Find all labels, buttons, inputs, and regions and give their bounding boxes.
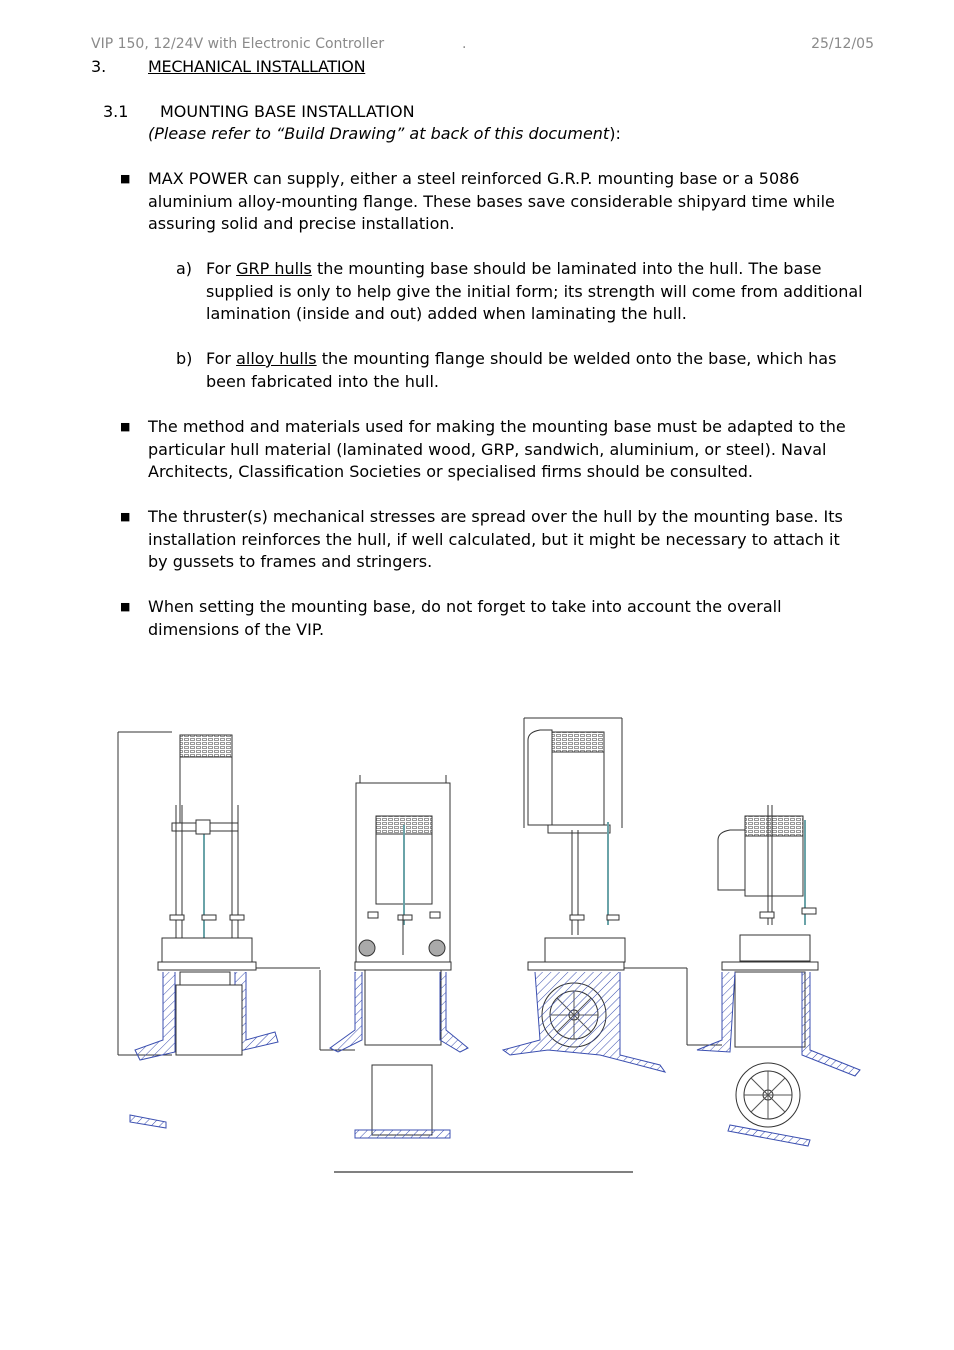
view-3-side-grp (503, 718, 687, 1072)
item-body: the mounting flange should be welded onto the base, which has been fabricated into the hull. (206, 349, 837, 391)
item-text (206, 348, 866, 393)
item-text (206, 258, 866, 326)
header-date: 25/12/05 (811, 36, 874, 52)
item-prefix: For (206, 349, 237, 368)
build-drawing-note (148, 124, 621, 143)
alloy-hulls-link: alloy hulls (236, 349, 317, 368)
header-document-title: VIP 150, 12/24V with Electronic Controller (91, 36, 385, 52)
header-dot: . (462, 36, 467, 52)
bullet-marker-icon: ■ (120, 600, 131, 613)
item-label: a) (176, 259, 193, 278)
subsection-title: MOUNTING BASE INSTALLATION (160, 102, 415, 121)
view-1-front-grp (118, 732, 320, 1128)
bullet-text: The thruster(s) mechanical stresses are spread over the hull by the mounting base. Its installation reinforces the hull, if well calculated, but it might be necessary to attach it by gussets to frames and stringers. (148, 507, 843, 571)
note-tail: ): (609, 124, 621, 143)
subsection-heading (103, 102, 415, 121)
item-prefix: For (206, 259, 237, 278)
bullet-marker-icon: ■ (120, 510, 131, 523)
subsection-number: 3.1 (103, 102, 129, 121)
bullet-marker-icon: ■ (120, 420, 131, 433)
section-heading (91, 57, 365, 76)
bullet-text: The method and materials used for making the mounting base must be adapted to the particular hull material (laminated wood, GRP, sandwich, aluminium, or steel). Naval Architects, Classification Societies or specialised firms should be consulted. (148, 417, 846, 481)
section-number: 3. (91, 57, 107, 76)
item-body: the mounting base should be laminated into the hull. The base supplied is only to help give the initial form; its strength will come from additional lamination (inside and out) added when laminating the hull. (206, 259, 863, 323)
section-title: MECHANICAL INSTALLATION (148, 57, 366, 76)
bullet-text: MAX POWER can supply, either a steel reinforced G.R.P. mounting base or a 5086 aluminium alloy-mounting flange. These bases save considerable shipyard time while assuring solid and precise installation. (148, 169, 835, 233)
bullet-text: When setting the mounting base, do not forget to take into account the overall dimensions of the VIP. (148, 597, 782, 639)
grp-hulls-link: GRP hulls (236, 259, 312, 278)
view-4-side-alloy (687, 805, 860, 1146)
item-label: b) (176, 349, 193, 368)
note-text: (Please refer to “Build Drawing” at back of this document (148, 124, 610, 143)
thruster-installation-drawing (100, 710, 880, 1190)
bullet-marker-icon: ■ (120, 172, 131, 185)
